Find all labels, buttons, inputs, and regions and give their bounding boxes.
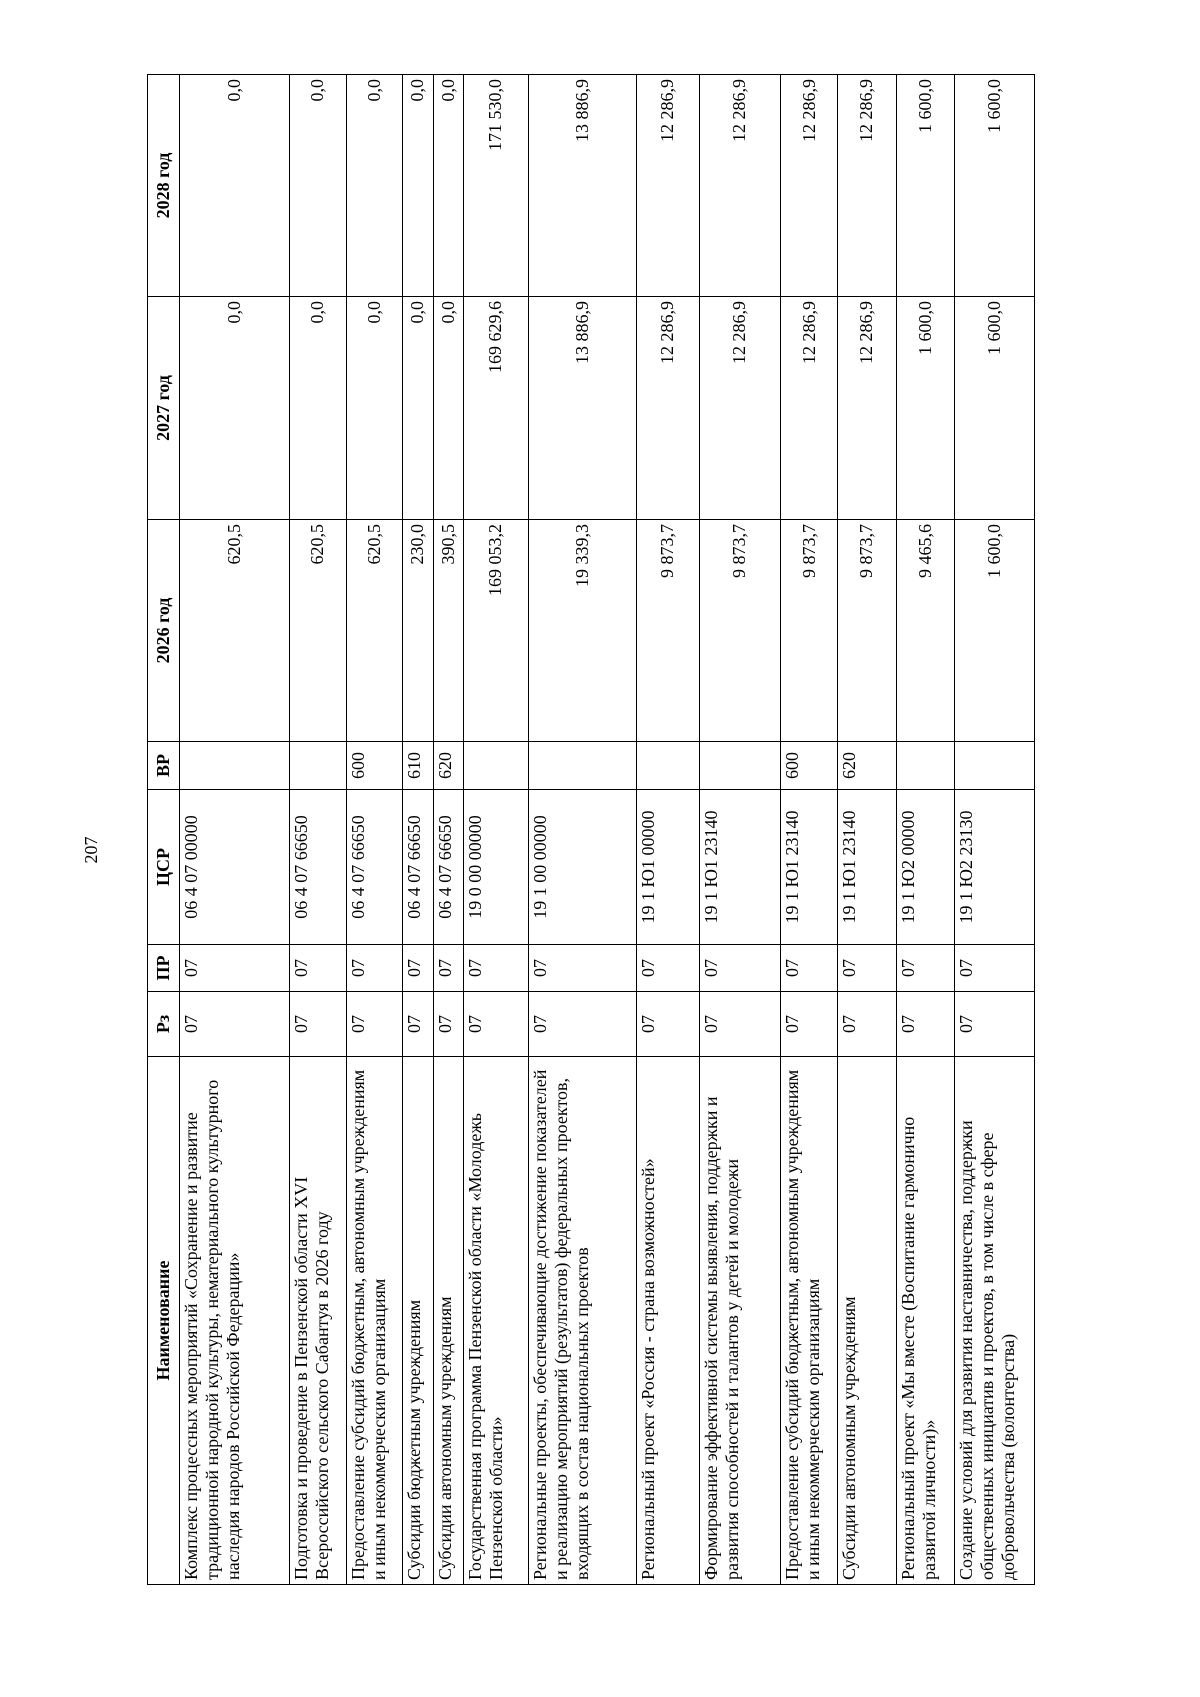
cell-csr: 19 1 Ю1 23140	[699, 790, 781, 945]
cell-name: Комплекс процессных мероприятий «Сохранение и развитие традиционной народной культуры, нематериального культурного наследия народов Российской Федерации»	[180, 1057, 290, 1585]
header-row	[148, 75, 180, 1585]
cell-2028: 12 286,9	[636, 75, 699, 297]
cell-vr	[290, 742, 347, 790]
cell-vr	[955, 742, 1035, 790]
header-2026: 2026 год	[148, 520, 180, 742]
budget-table	[147, 74, 1035, 1585]
cell-csr: 19 1 00 00000	[528, 790, 636, 945]
cell-2028: 12 286,9	[781, 75, 838, 297]
cell-vr	[896, 742, 955, 790]
table-row	[433, 75, 463, 1585]
cell-vr: 600	[346, 742, 403, 790]
cell-rz: 07	[528, 992, 636, 1057]
cell-rz: 07	[433, 992, 463, 1057]
cell-name: Государственная программа Пензенской области «Молодежь Пензенской области»	[463, 1057, 528, 1585]
cell-2027: 1 600,0	[955, 297, 1035, 520]
cell-2027: 169 629,6	[463, 297, 528, 520]
cell-pr: 07	[699, 945, 781, 992]
cell-pr: 07	[955, 945, 1035, 992]
cell-pr: 07	[463, 945, 528, 992]
rotated-table-container	[147, 75, 1035, 1585]
table-row	[180, 75, 290, 1585]
cell-rz: 07	[781, 992, 838, 1057]
cell-vr: 610	[403, 742, 433, 790]
cell-2028: 12 286,9	[699, 75, 781, 297]
cell-rz: 07	[896, 992, 955, 1057]
cell-2028: 1 600,0	[955, 75, 1035, 297]
table-row	[781, 75, 838, 1585]
cell-2027: 0,0	[180, 297, 290, 520]
cell-2027: 0,0	[433, 297, 463, 520]
cell-rz: 07	[403, 992, 433, 1057]
cell-2028: 0,0	[290, 75, 347, 297]
cell-2026: 9 465,6	[896, 520, 955, 742]
cell-name: Предоставление субсидий бюджетным, автономным учреждениям и иным некоммерческим организациям	[346, 1057, 403, 1585]
cell-2026: 9 873,7	[781, 520, 838, 742]
cell-rz: 07	[699, 992, 781, 1057]
cell-pr: 07	[528, 945, 636, 992]
cell-pr: 07	[781, 945, 838, 992]
header-vr: ВР	[148, 742, 180, 790]
cell-2026: 169 053,2	[463, 520, 528, 742]
cell-2027: 0,0	[290, 297, 347, 520]
table-row	[837, 75, 896, 1585]
cell-name: Предоставление субсидий бюджетным, автономным учреждениям и иным некоммерческим организациям	[781, 1057, 838, 1585]
cell-csr: 19 1 Ю1 00000	[636, 790, 699, 945]
cell-name: Создание условий для развития наставничества, поддержки общественных инициатив и проектов, в том числе в сфере добровольчества (волонтерства)	[955, 1057, 1035, 1585]
cell-2028: 0,0	[180, 75, 290, 297]
cell-pr: 07	[290, 945, 347, 992]
cell-2028: 0,0	[433, 75, 463, 297]
header-2028: 2028 год	[148, 75, 180, 297]
cell-2027: 1 600,0	[896, 297, 955, 520]
cell-csr: 19 1 Ю1 23140	[837, 790, 896, 945]
cell-rz: 07	[636, 992, 699, 1057]
cell-rz: 07	[290, 992, 347, 1057]
cell-name: Региональный проект «Мы вместе (Воспитание гармонично развитой личности)»	[896, 1057, 955, 1585]
cell-2026: 620,5	[290, 520, 347, 742]
cell-pr: 07	[403, 945, 433, 992]
cell-name: Региональные проекты, обеспечивающие достижение показателей и реализацию мероприятий (результатов) федеральных проектов, входящих в состав национальных проектов	[528, 1057, 636, 1585]
table-row	[896, 75, 955, 1585]
cell-rz: 07	[346, 992, 403, 1057]
table-row	[528, 75, 636, 1585]
cell-vr	[180, 742, 290, 790]
cell-2026: 390,5	[433, 520, 463, 742]
cell-2026: 230,0	[403, 520, 433, 742]
cell-csr: 06 4 07 66650	[403, 790, 433, 945]
cell-2026: 620,5	[346, 520, 403, 742]
cell-vr	[528, 742, 636, 790]
cell-vr: 600	[781, 742, 838, 790]
cell-rz: 07	[463, 992, 528, 1057]
cell-2028: 12 286,9	[837, 75, 896, 297]
cell-2026: 9 873,7	[699, 520, 781, 742]
cell-2027: 0,0	[346, 297, 403, 520]
table-row	[463, 75, 528, 1585]
cell-csr: 06 4 07 00000	[180, 790, 290, 945]
cell-2027: 13 886,9	[528, 297, 636, 520]
cell-2026: 620,5	[180, 520, 290, 742]
page-number: 207	[81, 836, 101, 864]
cell-pr: 07	[346, 945, 403, 992]
cell-csr: 19 1 Ю2 00000	[896, 790, 955, 945]
table-row	[636, 75, 699, 1585]
cell-pr: 07	[837, 945, 896, 992]
cell-2026: 1 600,0	[955, 520, 1035, 742]
cell-pr: 07	[433, 945, 463, 992]
table-row	[346, 75, 403, 1585]
cell-name: Формирование эффективной системы выявления, поддержки и развития способностей и талантов у детей и молодежи	[699, 1057, 781, 1585]
cell-2026: 19 339,3	[528, 520, 636, 742]
cell-vr: 620	[837, 742, 896, 790]
cell-2026: 9 873,7	[636, 520, 699, 742]
cell-name: Региональный проект «Россия - страна возможностей»	[636, 1057, 699, 1585]
cell-csr: 19 1 Ю1 23140	[781, 790, 838, 945]
cell-pr: 07	[180, 945, 290, 992]
cell-2028: 13 886,9	[528, 75, 636, 297]
table-row	[955, 75, 1035, 1585]
cell-2028: 171 530,0	[463, 75, 528, 297]
cell-2027: 12 286,9	[781, 297, 838, 520]
cell-vr	[699, 742, 781, 790]
cell-rz: 07	[180, 992, 290, 1057]
cell-name: Подготовка и проведение в Пензенской области XVI Всероссийского сельского Сабантуя в 2026 году	[290, 1057, 347, 1585]
header-pr: ПР	[148, 945, 180, 992]
header-name: Наименование	[148, 1057, 180, 1585]
cell-pr: 07	[636, 945, 699, 992]
cell-name: Субсидии бюджетным учреждениям	[403, 1057, 433, 1585]
cell-csr: 06 4 07 66650	[346, 790, 403, 945]
cell-2026: 9 873,7	[837, 520, 896, 742]
cell-csr: 06 4 07 66650	[433, 790, 463, 945]
cell-vr	[636, 742, 699, 790]
cell-pr: 07	[896, 945, 955, 992]
cell-2028: 0,0	[346, 75, 403, 297]
cell-rz: 07	[837, 992, 896, 1057]
cell-rz: 07	[955, 992, 1035, 1057]
cell-csr: 19 0 00 00000	[463, 790, 528, 945]
header-2027: 2027 год	[148, 297, 180, 520]
table-row	[699, 75, 781, 1585]
cell-2027: 0,0	[403, 297, 433, 520]
cell-2027: 12 286,9	[837, 297, 896, 520]
cell-name: Субсидии автономным учреждениям	[433, 1057, 463, 1585]
cell-2028: 0,0	[403, 75, 433, 297]
header-csr: ЦСР	[148, 790, 180, 945]
table-row	[403, 75, 433, 1585]
cell-vr	[463, 742, 528, 790]
cell-vr: 620	[433, 742, 463, 790]
cell-2028: 1 600,0	[896, 75, 955, 297]
cell-2027: 12 286,9	[699, 297, 781, 520]
header-rz: Рз	[148, 992, 180, 1057]
cell-name: Субсидии автономным учреждениям	[837, 1057, 896, 1585]
cell-2027: 12 286,9	[636, 297, 699, 520]
cell-csr: 06 4 07 66650	[290, 790, 347, 945]
cell-csr: 19 1 Ю2 23130	[955, 790, 1035, 945]
table-row	[290, 75, 347, 1585]
